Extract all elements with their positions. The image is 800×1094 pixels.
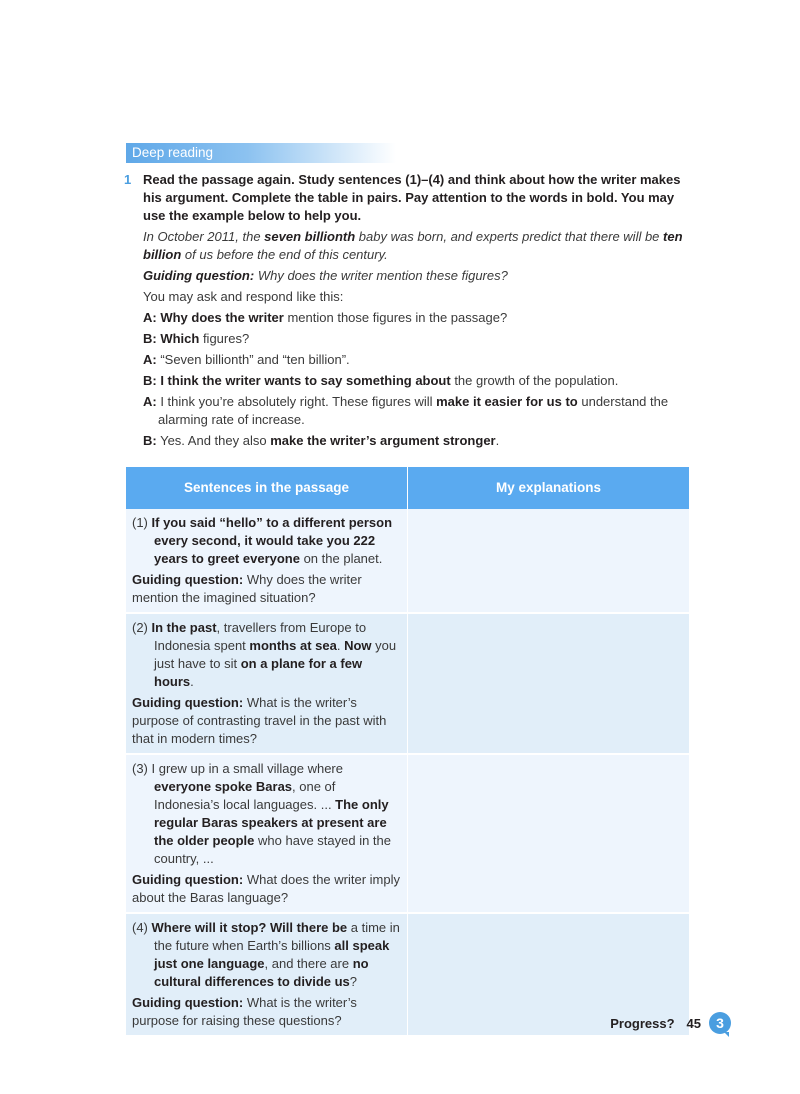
sentence-text [132, 514, 401, 568]
sentence-plain: , and there are [264, 956, 353, 971]
task-instruction: Read the passage again. Study sentences (1)–(4) and think about how the writer makes his argument. Complete the table in pairs. Pay attention to the words in bold. You may use the example below to help you. [143, 172, 681, 223]
sentence-plain: a time in the future when Earth’s billions [154, 920, 400, 953]
section-banner [126, 143, 396, 163]
explanation-cell[interactable] [408, 755, 690, 913]
table-row [126, 614, 689, 754]
sentence-plain: ? [349, 974, 358, 989]
dialogue-line-3 [143, 351, 690, 369]
dialogue-bold: Why does the writer [156, 310, 284, 325]
example-bold: seven billionth [264, 229, 356, 244]
speaker: A: [143, 352, 157, 367]
explanation-cell[interactable] [408, 614, 690, 754]
unit-badge: 3 [709, 1012, 731, 1034]
explanation-cell[interactable] [408, 509, 690, 613]
footer-title: Progress? [610, 1015, 675, 1031]
guiding-text: Why does the writer mention the imagined situation? [132, 572, 362, 605]
example-bold: ten billion [143, 229, 683, 262]
sentence-bold: In the past [151, 620, 217, 635]
speaker: B: [143, 373, 157, 388]
sentence-number: (4) [132, 920, 148, 935]
dialogue-text: figures? [199, 331, 250, 346]
sentence-plain: you just have to sit [154, 638, 397, 671]
table-row [126, 509, 689, 613]
guiding-label: Guiding question: [132, 572, 244, 587]
sentence-plain: I grew up in a small village where [151, 761, 343, 776]
guiding-text: What does the writer imply about the Baras language? [132, 872, 400, 905]
guiding-label: Guiding question: [132, 995, 244, 1010]
guiding-question [132, 694, 401, 748]
speaker: A: [143, 394, 157, 409]
page-footer [610, 1012, 731, 1034]
task-1 [124, 171, 690, 450]
sentence-plain: who have stayed in the country, ... [154, 833, 391, 866]
sentence-plain: . [336, 638, 345, 653]
sentence-number: (2) [132, 620, 148, 635]
sentence-cell [126, 755, 408, 913]
example-text: of us before the end of this century. [181, 247, 388, 262]
section-title: Deep reading [132, 145, 214, 160]
guiding-text: What is the writer’s purpose of contrasting travel in the past with that in modern times? [132, 695, 387, 746]
dialogue-bold: I think the writer wants to say something about [156, 373, 451, 388]
sentence-bold: Where will it stop? Will there be [151, 920, 348, 935]
guiding-question [132, 994, 401, 1030]
dialogue-text: I think you’re absolutely right. These figures will [156, 394, 437, 409]
dialogue-text: . [495, 433, 500, 448]
table-row [126, 914, 689, 1035]
guiding-label: Guiding question: [143, 268, 255, 283]
sentence-cell [126, 914, 408, 1035]
dialogue-text: “Seven billionth” and “ten billion”. [156, 352, 350, 367]
column-header-explanations: My explanations [408, 467, 690, 509]
sentence-number: (1) [132, 515, 148, 530]
dialogue-bold: make it easier for us to [436, 394, 578, 409]
dialogue-line-2 [143, 330, 690, 348]
guiding-label: Guiding question: [132, 872, 244, 887]
dialogue-intro: You may ask and respond like this: [143, 289, 344, 304]
sentence-plain: , one of Indonesia’s local languages. ... [154, 779, 336, 812]
sentence-bold: months at sea [249, 638, 337, 653]
guiding-label: Guiding question: [132, 695, 244, 710]
sentence-text [132, 919, 401, 991]
example-text: In October 2011, the [143, 229, 265, 244]
speaker: A: [143, 310, 157, 325]
task-body [143, 171, 690, 450]
sentence-cell [126, 509, 408, 613]
dialogue-text: understand the alarming rate of increase. [158, 394, 669, 427]
sentence-bold: If you said “hello” to a different person every second, it would take you 222 years to greet everyone [151, 515, 393, 566]
dialogue-line-6 [143, 432, 690, 450]
guiding-text: What is the writer’s purpose for raising these questions? [132, 995, 357, 1028]
dialogue-text: mention those figures in the passage? [283, 310, 508, 325]
table-row [126, 755, 689, 913]
explanation-table [126, 467, 689, 1035]
example-guiding-question [143, 267, 690, 285]
dialogue-line-1 [143, 309, 690, 327]
example-sentence [143, 228, 690, 264]
sentence-bold: The only regular Baras speakers at present are the older people [154, 797, 389, 848]
dialogue-line-5 [143, 393, 690, 429]
sentence-bold: all speak just one language [154, 938, 390, 971]
sentence-text [132, 619, 401, 691]
guiding-question [132, 871, 401, 907]
sentence-plain: on the planet. [299, 551, 383, 566]
sentence-cell [126, 614, 408, 754]
dialogue-text: Yes. And they also [156, 433, 271, 448]
sentence-plain: . [190, 674, 194, 689]
sentence-bold: everyone spoke Baras [154, 779, 293, 794]
sentence-bold: no cultural differences to divide us [154, 956, 369, 989]
dialogue-text: the growth of the population. [450, 373, 619, 388]
sentence-bold: Now [344, 638, 372, 653]
speaker: B: [143, 433, 157, 448]
sentence-bold: on a plane for a few hours [154, 656, 363, 689]
dialogue-bold: make the writer’s argument stronger [270, 433, 496, 448]
guiding-question [132, 571, 401, 607]
page-number: 45 [686, 1015, 701, 1031]
example-text: baby was born, and experts predict that there will be [355, 229, 664, 244]
table-header-row [126, 467, 689, 509]
task-number: 1 [124, 172, 132, 187]
dialogue-bold: Which [156, 331, 200, 346]
column-header-sentences: Sentences in the passage [126, 467, 408, 509]
dialogue-line-4 [143, 372, 690, 390]
sentence-number: (3) [132, 761, 148, 776]
sentence-plain: , travellers from Europe to Indonesia spent [154, 620, 367, 653]
speaker: B: [143, 331, 157, 346]
sentence-text [132, 760, 401, 868]
guiding-text: Why does the writer mention these figures? [254, 268, 508, 283]
